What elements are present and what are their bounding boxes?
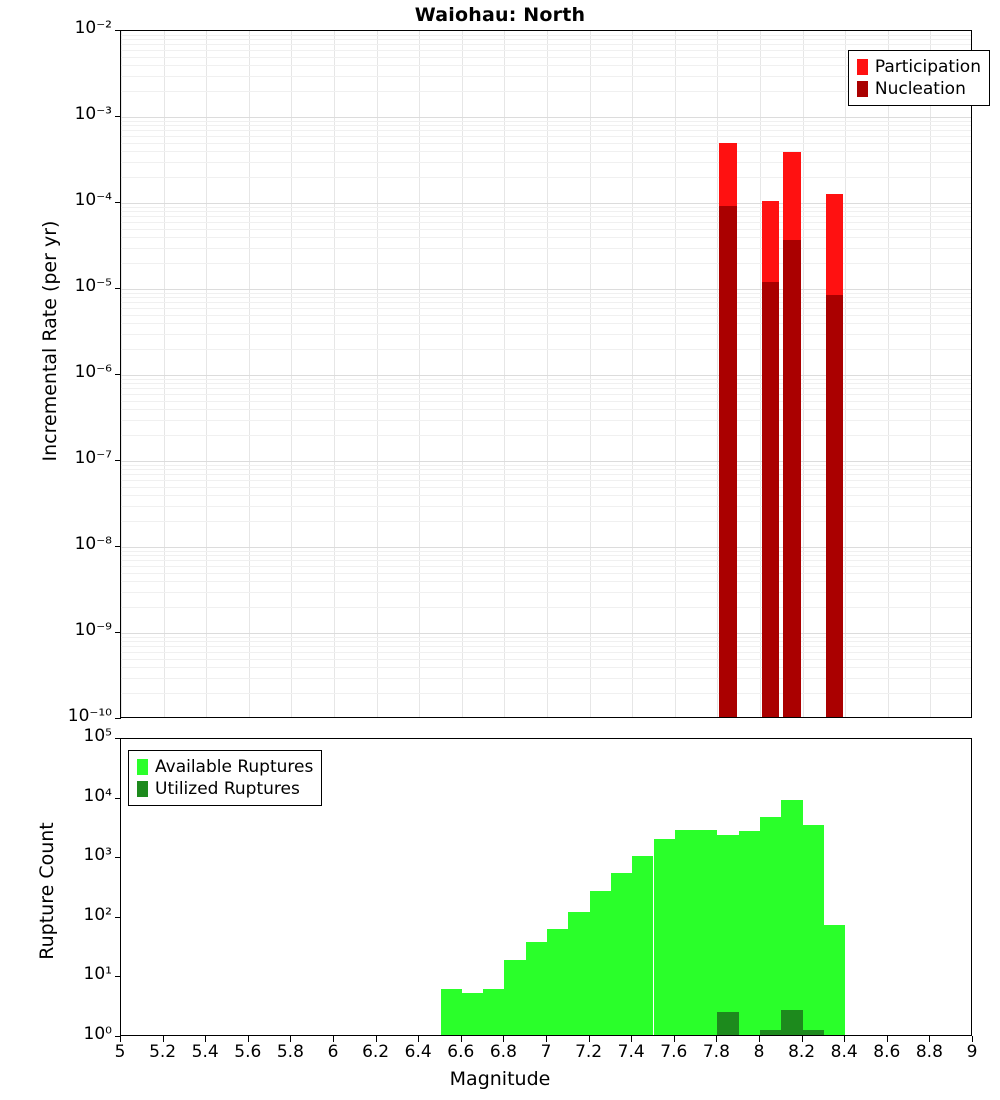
bar-utilized-ruptures — [781, 1010, 802, 1035]
x-tick-label: 6 — [327, 1042, 339, 1062]
gridline-h — [121, 465, 971, 466]
gridline-v — [717, 31, 718, 717]
gridline-h — [121, 76, 971, 77]
gridline-v — [249, 31, 250, 717]
y-tick — [115, 798, 121, 799]
bar-utilized-ruptures — [760, 1030, 781, 1035]
x-tick-label: 6.8 — [489, 1042, 517, 1062]
y-tick-label: 10⁻⁵ — [74, 276, 112, 296]
bar-available-ruptures — [696, 830, 717, 1035]
gridline-v — [121, 31, 122, 717]
gridline-h — [121, 302, 971, 303]
gridline-h — [121, 349, 971, 350]
gridline-h — [121, 50, 971, 51]
gridline-h — [121, 547, 971, 548]
gridline-h — [121, 678, 971, 679]
gridline-h — [121, 248, 971, 249]
y-tick — [115, 917, 121, 918]
gridline-h — [121, 44, 971, 45]
x-tick-label: 5 — [114, 1042, 126, 1062]
gridline-h — [121, 293, 971, 294]
bar-nucleation — [826, 295, 843, 717]
gridline-h — [121, 207, 971, 208]
gridline-h — [121, 521, 971, 522]
bar-available-ruptures — [739, 831, 760, 1036]
y-tick-label: 10⁻² — [74, 18, 112, 38]
x-tick — [163, 1036, 164, 1042]
gridline-h — [121, 573, 971, 574]
gridline-v — [803, 31, 804, 717]
x-tick-label: 8.6 — [873, 1042, 901, 1062]
x-tick — [972, 1036, 973, 1042]
bar-utilized-ruptures — [803, 1030, 824, 1035]
x-tick-label: 7 — [540, 1042, 552, 1062]
gridline-v — [206, 31, 207, 717]
legend-item — [857, 56, 981, 78]
x-tick-label: 7.6 — [660, 1042, 688, 1062]
gridline-h — [121, 659, 971, 660]
legend-item — [857, 78, 981, 100]
gridline-h — [121, 117, 971, 118]
y-tick-label: 10⁻⁴ — [74, 190, 112, 210]
gridline-h — [121, 136, 971, 137]
x-tick-label: 8 — [753, 1042, 765, 1062]
y-tick-label: 10⁵ — [83, 726, 112, 746]
x-tick-label: 5.2 — [149, 1042, 177, 1062]
y-axis-label-top: Incremental Rate (per yr) — [39, 220, 61, 462]
gridline-h — [121, 177, 971, 178]
gridline-h — [121, 592, 971, 593]
bar-available-ruptures — [611, 873, 632, 1035]
gridline-h — [121, 162, 971, 163]
gridline-h — [121, 555, 971, 556]
gridline-h — [121, 151, 971, 152]
gridline-h — [121, 420, 971, 421]
x-tick-label: 8.2 — [788, 1042, 816, 1062]
y-tick — [115, 738, 121, 739]
y-tick — [115, 288, 121, 289]
gridline-v — [760, 31, 761, 717]
gridline-v — [164, 31, 165, 717]
gridline-v — [334, 31, 335, 717]
gridline-h — [121, 401, 971, 402]
y-tick — [115, 546, 121, 547]
x-tick — [589, 1036, 590, 1042]
bar-nucleation — [762, 282, 779, 717]
gridline-h — [121, 461, 971, 462]
x-tick-label: 5.6 — [234, 1042, 262, 1062]
y-axis-label-bottom: Rupture Count — [36, 822, 58, 960]
x-tick — [461, 1036, 462, 1042]
x-tick — [631, 1036, 632, 1042]
bar-available-ruptures — [504, 960, 525, 1035]
gridline-h — [121, 289, 971, 290]
gridline-h — [121, 409, 971, 410]
gridline-v — [632, 31, 633, 717]
gridline-h — [121, 125, 971, 126]
y-tick-label: 10² — [83, 904, 112, 925]
gridline-h — [121, 121, 971, 122]
legend-item — [137, 778, 313, 800]
gridline-h — [121, 560, 971, 561]
gridline-h — [121, 323, 971, 324]
y-tick-label: 10⁻⁸ — [74, 534, 112, 554]
gridline-h — [121, 667, 971, 668]
x-tick-label: 8.8 — [915, 1042, 943, 1062]
bar-available-ruptures — [590, 891, 611, 1035]
gridline-h — [121, 65, 971, 66]
gridline-h — [121, 297, 971, 298]
gridline-h — [121, 229, 971, 230]
x-tick-label: 7.8 — [702, 1042, 730, 1062]
bar-available-ruptures — [781, 800, 802, 1035]
x-tick — [716, 1036, 717, 1042]
legend-swatch-icon — [857, 59, 868, 75]
x-tick-label: 5.4 — [191, 1042, 219, 1062]
gridline-h — [121, 551, 971, 552]
gridline-h — [121, 91, 971, 92]
gridline-h — [121, 566, 971, 567]
gridline-h — [121, 143, 971, 144]
bar-available-ruptures — [441, 989, 462, 1035]
y-tick — [115, 202, 121, 203]
gridline-v — [377, 31, 378, 717]
bar-available-ruptures — [462, 993, 483, 1035]
x-tick-label: 6.6 — [447, 1042, 475, 1062]
legend-item — [137, 756, 313, 778]
x-tick-label: 9 — [966, 1042, 978, 1062]
y-tick — [115, 116, 121, 117]
gridline-h — [121, 237, 971, 238]
bar-available-ruptures — [824, 925, 845, 1035]
gridline-h — [121, 222, 971, 223]
y-tick-label: 10⁻¹⁰ — [67, 706, 112, 726]
x-tick — [759, 1036, 760, 1042]
x-tick — [802, 1036, 803, 1042]
x-tick — [376, 1036, 377, 1042]
gridline-v — [462, 31, 463, 717]
gridline-v — [291, 31, 292, 717]
x-tick — [248, 1036, 249, 1042]
y-tick-label: 10⁻³ — [74, 104, 112, 124]
y-tick — [115, 632, 121, 633]
gridline-h — [121, 57, 971, 58]
legend-swatch-icon — [137, 759, 148, 775]
gridline-h — [121, 435, 971, 436]
x-tick-label: 5.8 — [276, 1042, 304, 1062]
legend-swatch-icon — [857, 81, 868, 97]
gridline-h — [121, 383, 971, 384]
bar-available-ruptures — [675, 830, 696, 1035]
y-tick-label: 10⁰ — [83, 1024, 112, 1044]
y-tick-label: 10³ — [83, 845, 112, 866]
gridline-h — [121, 315, 971, 316]
bar-available-ruptures — [760, 817, 781, 1035]
gridline-h — [121, 375, 971, 376]
x-tick-label: 7.2 — [575, 1042, 603, 1062]
y-tick — [115, 460, 121, 461]
gridline-v — [888, 31, 889, 717]
x-tick — [418, 1036, 419, 1042]
gridline-v — [419, 31, 420, 717]
x-tick — [333, 1036, 334, 1042]
gridline-h — [121, 495, 971, 496]
x-tick — [290, 1036, 291, 1042]
bar-nucleation — [719, 206, 736, 717]
gridline-v — [675, 31, 676, 717]
bar-available-ruptures — [568, 912, 589, 1035]
gridline-v — [590, 31, 591, 717]
y-tick — [115, 718, 121, 719]
x-tick — [887, 1036, 888, 1042]
x-tick-label: 6.4 — [404, 1042, 432, 1062]
gridline-h — [121, 693, 971, 694]
legend-bottom — [128, 750, 322, 806]
y-tick — [115, 976, 121, 977]
gridline-h — [121, 633, 971, 634]
x-tick — [546, 1036, 547, 1042]
x-axis-label: Magnitude — [449, 1068, 551, 1090]
gridline-h — [121, 474, 971, 475]
gridline-h — [121, 130, 971, 131]
gridline-h — [121, 469, 971, 470]
gridline-h — [121, 487, 971, 488]
bar-utilized-ruptures — [717, 1012, 738, 1035]
gridline-h — [121, 646, 971, 647]
x-tick — [844, 1036, 845, 1042]
rate-plot — [120, 30, 972, 718]
legend-label: Participation — [874, 57, 981, 77]
y-tick — [115, 374, 121, 375]
gridline-h — [121, 334, 971, 335]
gridline-h — [121, 263, 971, 264]
y-tick — [115, 857, 121, 858]
legend-label: Nucleation — [874, 79, 966, 99]
y-tick — [115, 30, 121, 31]
legend-label: Utilized Ruptures — [155, 779, 300, 799]
gridline-h — [121, 35, 971, 36]
gridline-h — [121, 506, 971, 507]
bar-available-ruptures — [526, 942, 547, 1035]
x-tick — [503, 1036, 504, 1042]
x-tick — [929, 1036, 930, 1042]
gridline-h — [121, 480, 971, 481]
gridline-h — [121, 607, 971, 608]
page-title: Waiohau: North — [414, 4, 586, 26]
x-tick-label: 7.4 — [617, 1042, 645, 1062]
legend-label: Available Ruptures — [155, 757, 314, 777]
bar-available-ruptures — [654, 839, 675, 1035]
gridline-h — [121, 308, 971, 309]
legend-top — [848, 50, 990, 106]
gridline-h — [121, 394, 971, 395]
gridline-h — [121, 39, 971, 40]
y-tick-label: 10⁻⁹ — [74, 620, 112, 640]
legend-swatch-icon — [137, 781, 148, 797]
x-tick — [120, 1036, 121, 1042]
bar-available-ruptures — [803, 825, 824, 1035]
gridline-h — [121, 637, 971, 638]
gridline-h — [121, 211, 971, 212]
gridline-h — [121, 216, 971, 217]
gridline-h — [121, 203, 971, 204]
gridline-h — [121, 388, 971, 389]
x-tick — [205, 1036, 206, 1042]
bar-available-ruptures — [632, 856, 653, 1035]
y-tick-label: 10⁻⁷ — [74, 448, 112, 468]
gridline-v — [547, 31, 548, 717]
bar-available-ruptures — [483, 989, 504, 1035]
gridline-h — [121, 581, 971, 582]
x-tick — [674, 1036, 675, 1042]
bar-nucleation — [783, 240, 800, 717]
y-tick-label: 10¹ — [83, 964, 112, 985]
gridline-v — [504, 31, 505, 717]
y-tick-label: 10⁻⁶ — [74, 362, 112, 382]
gridline-v — [930, 31, 931, 717]
gridline-h — [121, 641, 971, 642]
y-tick-label: 10⁴ — [83, 785, 112, 806]
x-tick-label: 8.4 — [830, 1042, 858, 1062]
x-tick-label: 6.2 — [362, 1042, 390, 1062]
gridline-v — [845, 31, 846, 717]
gridline-h — [121, 379, 971, 380]
bar-available-ruptures — [717, 835, 738, 1035]
bar-available-ruptures — [547, 929, 568, 1035]
gridline-h — [121, 652, 971, 653]
